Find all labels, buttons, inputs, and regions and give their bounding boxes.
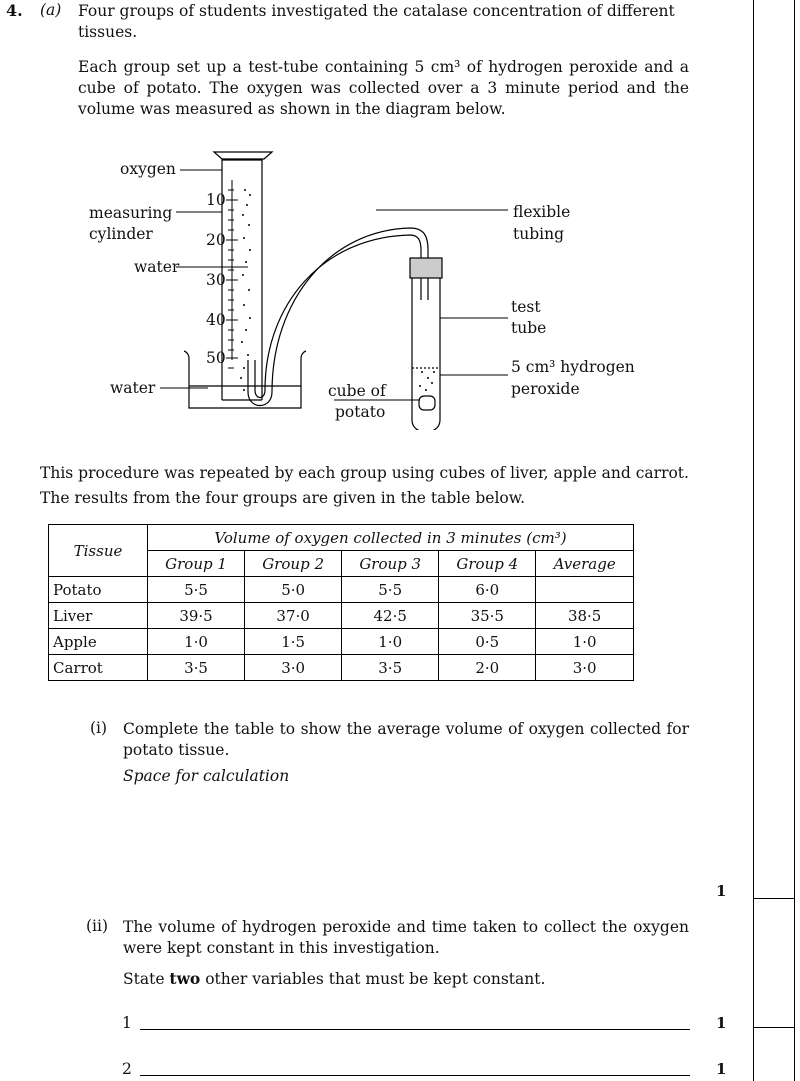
part-ii-line: The volume of hydrogen peroxide and time taken to collect the oxygen <box>123 918 689 936</box>
value-cell: 5·5 <box>148 577 245 603</box>
label-oxygen: oxygen <box>120 160 176 178</box>
label-test: test <box>511 298 541 316</box>
method-line: volume was measured as shown in the diagram below. <box>78 100 506 118</box>
value-cell: 3·0 <box>245 655 342 681</box>
answer-line-2[interactable] <box>140 1075 690 1076</box>
method-line: Each group set up a test-tube containing 5 cm³ of hydrogen peroxide and a <box>78 58 689 76</box>
column-header: Group 2 <box>245 551 342 577</box>
column-header: Group 4 <box>439 551 536 577</box>
intro-line: Four groups of students investigated the catalase concentration of different <box>78 2 675 20</box>
instruction-text: other variables that must be kept constant. <box>200 970 546 988</box>
label-measuring: measuring <box>89 204 173 222</box>
mark-allocation: 1 <box>716 1060 727 1078</box>
apparatus-diagram <box>0 130 700 430</box>
question-part: (a) <box>40 1 62 19</box>
label-tube: tube <box>511 319 547 337</box>
value-cell: 39·5 <box>148 603 245 629</box>
label-water-bottom: water <box>110 379 156 397</box>
scale-label: 20 <box>206 231 226 249</box>
margin-divider <box>753 898 795 899</box>
value-cell: 1·0 <box>148 629 245 655</box>
calculation-space-label: Space for calculation <box>123 767 290 785</box>
value-cell: 1·0 <box>536 629 634 655</box>
label-cylinder: cylinder <box>89 225 153 243</box>
label-hydrogen-peroxide: 5 cm³ hydrogen <box>511 358 635 376</box>
potato-average-cell[interactable] <box>536 577 634 603</box>
label-tubing: tubing <box>513 225 564 243</box>
value-cell: 1·0 <box>342 629 439 655</box>
value-cell: 3·5 <box>148 655 245 681</box>
value-cell: 5·5 <box>342 577 439 603</box>
answer-number: 2 <box>122 1060 132 1078</box>
margin-rule-right <box>794 0 795 1081</box>
column-header: Group 1 <box>148 551 245 577</box>
repeat-text <box>40 463 700 509</box>
tissue-header: Tissue <box>49 525 148 577</box>
column-header: Average <box>536 551 634 577</box>
part-i-text <box>123 719 689 787</box>
scale-label: 10 <box>206 191 226 209</box>
repeat-line: The results from the four groups are given in the table below. <box>40 489 526 507</box>
volume-header: Volume of oxygen collected in 3 minutes (cm³) <box>148 525 634 551</box>
part-i-line: Complete the table to show the average volume of oxygen collected for <box>123 720 689 738</box>
part-ii-instruction <box>123 968 689 990</box>
repeat-line: This procedure was repeated by each group using cubes of liver, apple and carrot. <box>40 464 689 482</box>
tissue-cell: Carrot <box>49 655 148 681</box>
instruction-emphasis: two <box>169 969 201 988</box>
tissue-cell: Apple <box>49 629 148 655</box>
value-cell: 3·0 <box>536 655 634 681</box>
value-cell: 37·0 <box>245 603 342 629</box>
label-flexible: flexible <box>513 203 571 221</box>
table-row <box>49 603 634 629</box>
table-row <box>49 655 634 681</box>
value-cell: 38·5 <box>536 603 634 629</box>
value-cell: 5·0 <box>245 577 342 603</box>
instruction-text: State <box>123 970 170 988</box>
part-ii-line: were kept constant in this investigation. <box>123 939 440 957</box>
method-text <box>78 57 689 120</box>
scale-label: 40 <box>206 311 226 329</box>
table-row <box>49 577 634 603</box>
table-row <box>49 629 634 655</box>
value-cell: 42·5 <box>342 603 439 629</box>
answer-line-1[interactable] <box>140 1029 690 1030</box>
label-potato: potato <box>335 403 386 421</box>
scale-label: 30 <box>206 271 226 289</box>
column-header: Group 3 <box>342 551 439 577</box>
value-cell: 6·0 <box>439 577 536 603</box>
value-cell: 0·5 <box>439 629 536 655</box>
label-cube-of: cube of <box>328 382 386 400</box>
mark-allocation: 1 <box>716 882 727 900</box>
scale-label: 50 <box>206 349 226 367</box>
method-line: cube of potato. The oxygen was collected over a 3 minute period and the <box>78 79 689 97</box>
margin-rule-left <box>753 0 754 1081</box>
label-peroxide: peroxide <box>511 380 580 398</box>
results-table <box>48 524 634 681</box>
intro-line: tissues. <box>78 23 138 41</box>
part-i-label: (i) <box>90 719 108 737</box>
value-cell: 2·0 <box>439 655 536 681</box>
tissue-cell: Liver <box>49 603 148 629</box>
answer-number: 1 <box>122 1014 132 1032</box>
label-water-top: water <box>134 258 180 276</box>
calculation-space[interactable] <box>123 790 683 870</box>
margin-divider <box>753 1027 795 1028</box>
part-i-line: potato tissue. <box>123 741 230 759</box>
intro-text <box>78 1 689 43</box>
value-cell: 1·5 <box>245 629 342 655</box>
mark-allocation: 1 <box>716 1014 727 1032</box>
part-ii-text <box>123 917 689 990</box>
tissue-cell: Potato <box>49 577 148 603</box>
value-cell: 3·5 <box>342 655 439 681</box>
question-number: 4. <box>6 1 23 20</box>
part-ii-label: (ii) <box>86 917 109 935</box>
value-cell: 35·5 <box>439 603 536 629</box>
table-header-row <box>49 525 634 551</box>
